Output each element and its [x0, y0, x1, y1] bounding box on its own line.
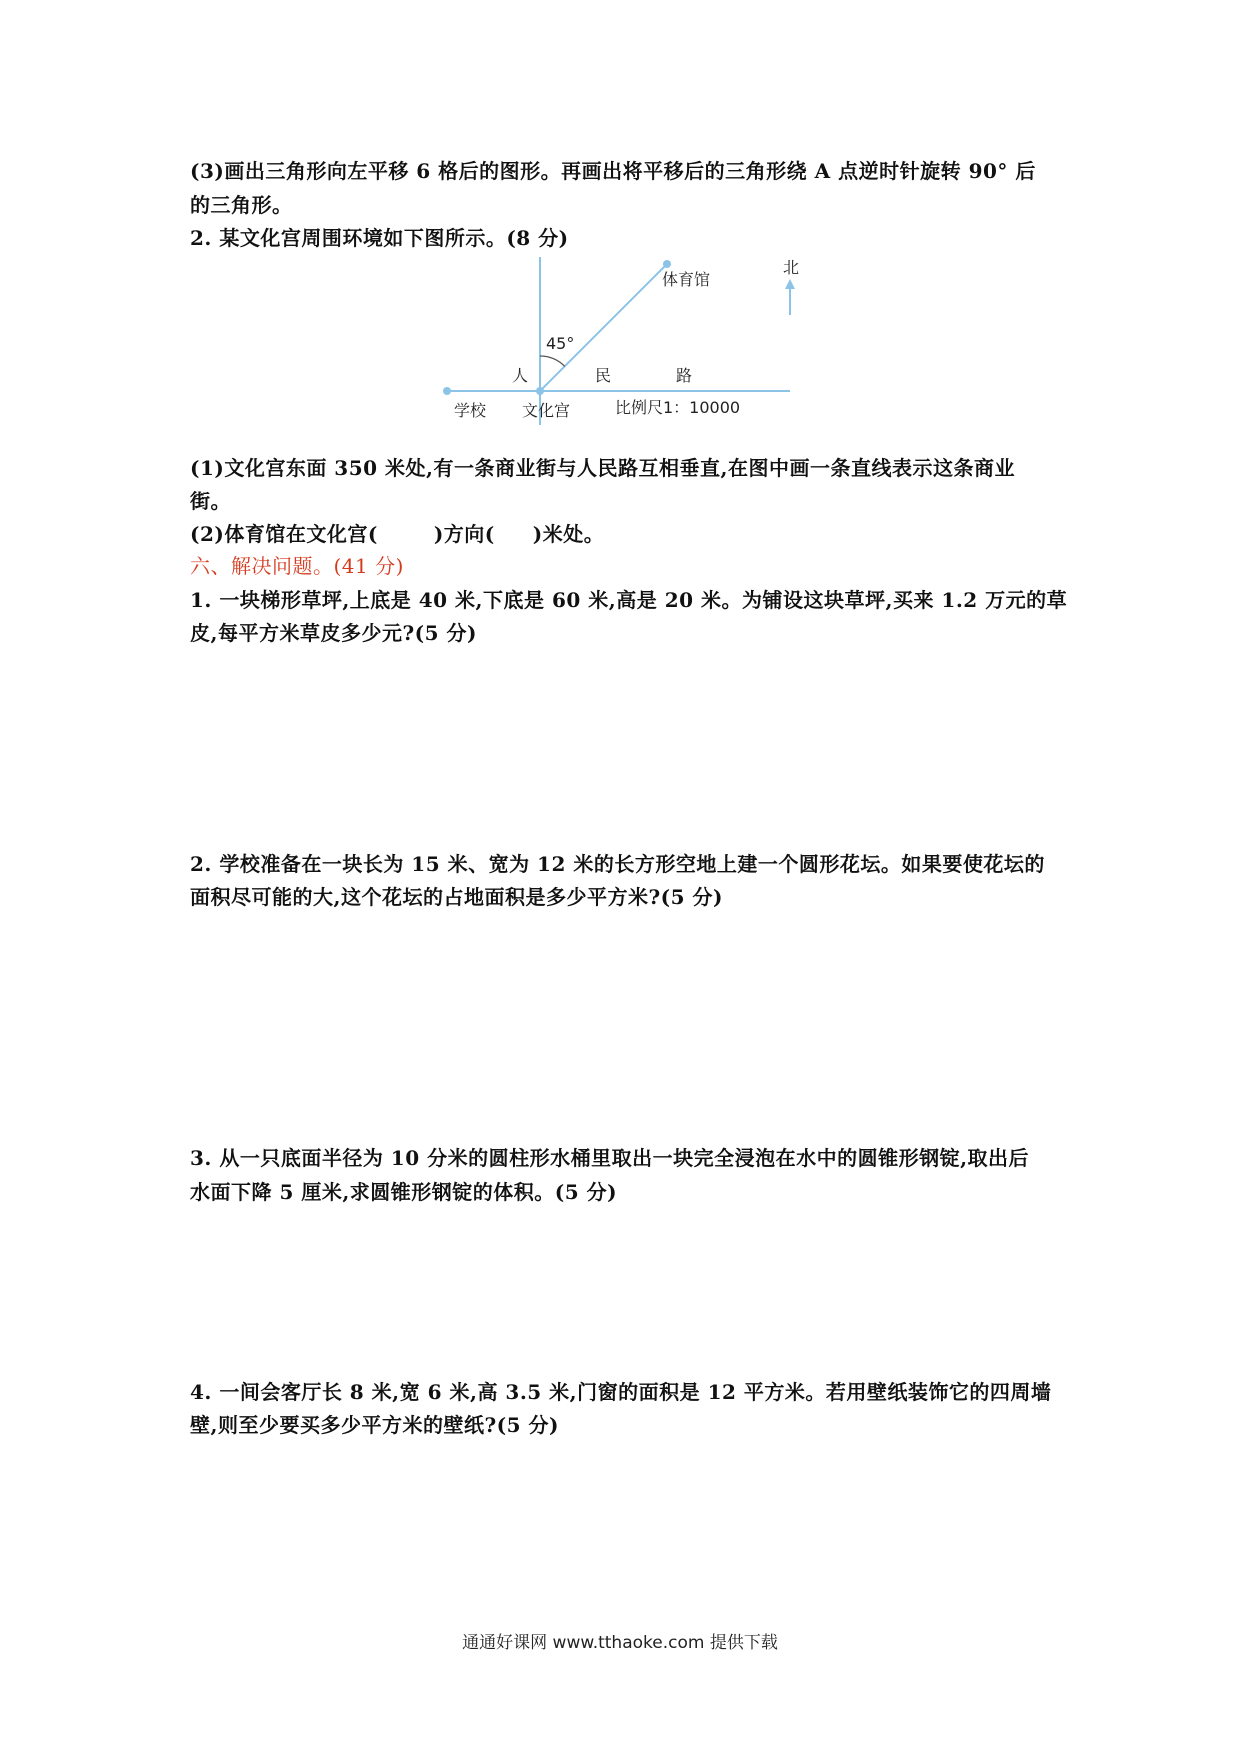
q2-part1-line1: (1)文化宫东面 350 米处,有一条商业街与人民路互相垂直,在图中画一条直线表示这条商业: [190, 456, 1015, 480]
road-char-1: 人: [512, 366, 529, 385]
school-point: [443, 387, 451, 395]
s6-q2-line2: 面积尽可能的大,这个花坛的占地面积是多少平方米?(5 分): [190, 885, 723, 909]
stadium-label: 体育馆: [662, 270, 711, 289]
section6-heading: 六、解决问题。(41 分): [190, 554, 404, 578]
s6-q1-line1: 1. 一块梯形草坪,上底是 40 米,下底是 60 米,高是 20 米。为铺设这块草坪,买来 1.2 万元的草: [190, 588, 1068, 612]
q2-part2-c: )米处。: [532, 522, 605, 546]
q2-title: 2. 某文化宫周围环境如下图所示。(8 分): [190, 226, 569, 250]
angle-label: 45°: [546, 334, 575, 353]
s6-q1-line2: 皮,每平方米草皮多少元?(5 分): [190, 621, 477, 645]
scale-label: 比例尺1：10000: [615, 398, 741, 417]
location-diagram: [440, 255, 810, 425]
q1-part3-line1: (3)画出三角形向左平移 6 格后的图形。再画出将平移后的三角形绕 A 点逆时针旋转 90° 后: [190, 159, 1036, 183]
north-label: 北: [783, 258, 800, 277]
palace-point: [536, 387, 544, 395]
road-char-3: 路: [676, 366, 693, 385]
s6-q3-line1: 3. 从一只底面半径为 10 分米的圆柱形水桶里取出一块完全浸泡在水中的圆锥形钢锭,取出后: [190, 1146, 1030, 1170]
q2-part1-line2: 街。: [190, 489, 231, 513]
s6-q4-line2: 壁,则至少要买多少平方米的壁纸?(5 分): [190, 1413, 559, 1437]
stadium-point: [663, 260, 671, 268]
q1-part3-line2: 的三角形。: [190, 193, 293, 217]
q2-part2: [190, 518, 604, 547]
school-label: 学校: [454, 401, 487, 420]
palace-label: 文化宫: [522, 401, 571, 420]
angle-arc: [540, 356, 565, 366]
s6-q2-line1: 2. 学校准备在一块长为 15 米、宽为 12 米的长方形空地上建一个圆形花坛。如果要使花坛的: [190, 852, 1045, 876]
north-arrow-icon: [785, 279, 795, 289]
s6-q4-line1: 4. 一间会客厅长 8 米,宽 6 米,高 3.5 米,门窗的面积是 12 平方米。若用壁纸装饰它的四周墙: [190, 1380, 1052, 1404]
q2-part2-a: (2)体育馆在文化宫(: [190, 522, 378, 546]
s6-q3-line2: 水面下降 5 厘米,求圆锥形钢锭的体积。(5 分): [190, 1180, 618, 1204]
q2-part2-b: )方向(: [433, 522, 495, 546]
footer: 通通好课网 www.tthaoke.com 提供下载: [462, 1633, 778, 1653]
road-char-2: 民: [595, 366, 612, 385]
